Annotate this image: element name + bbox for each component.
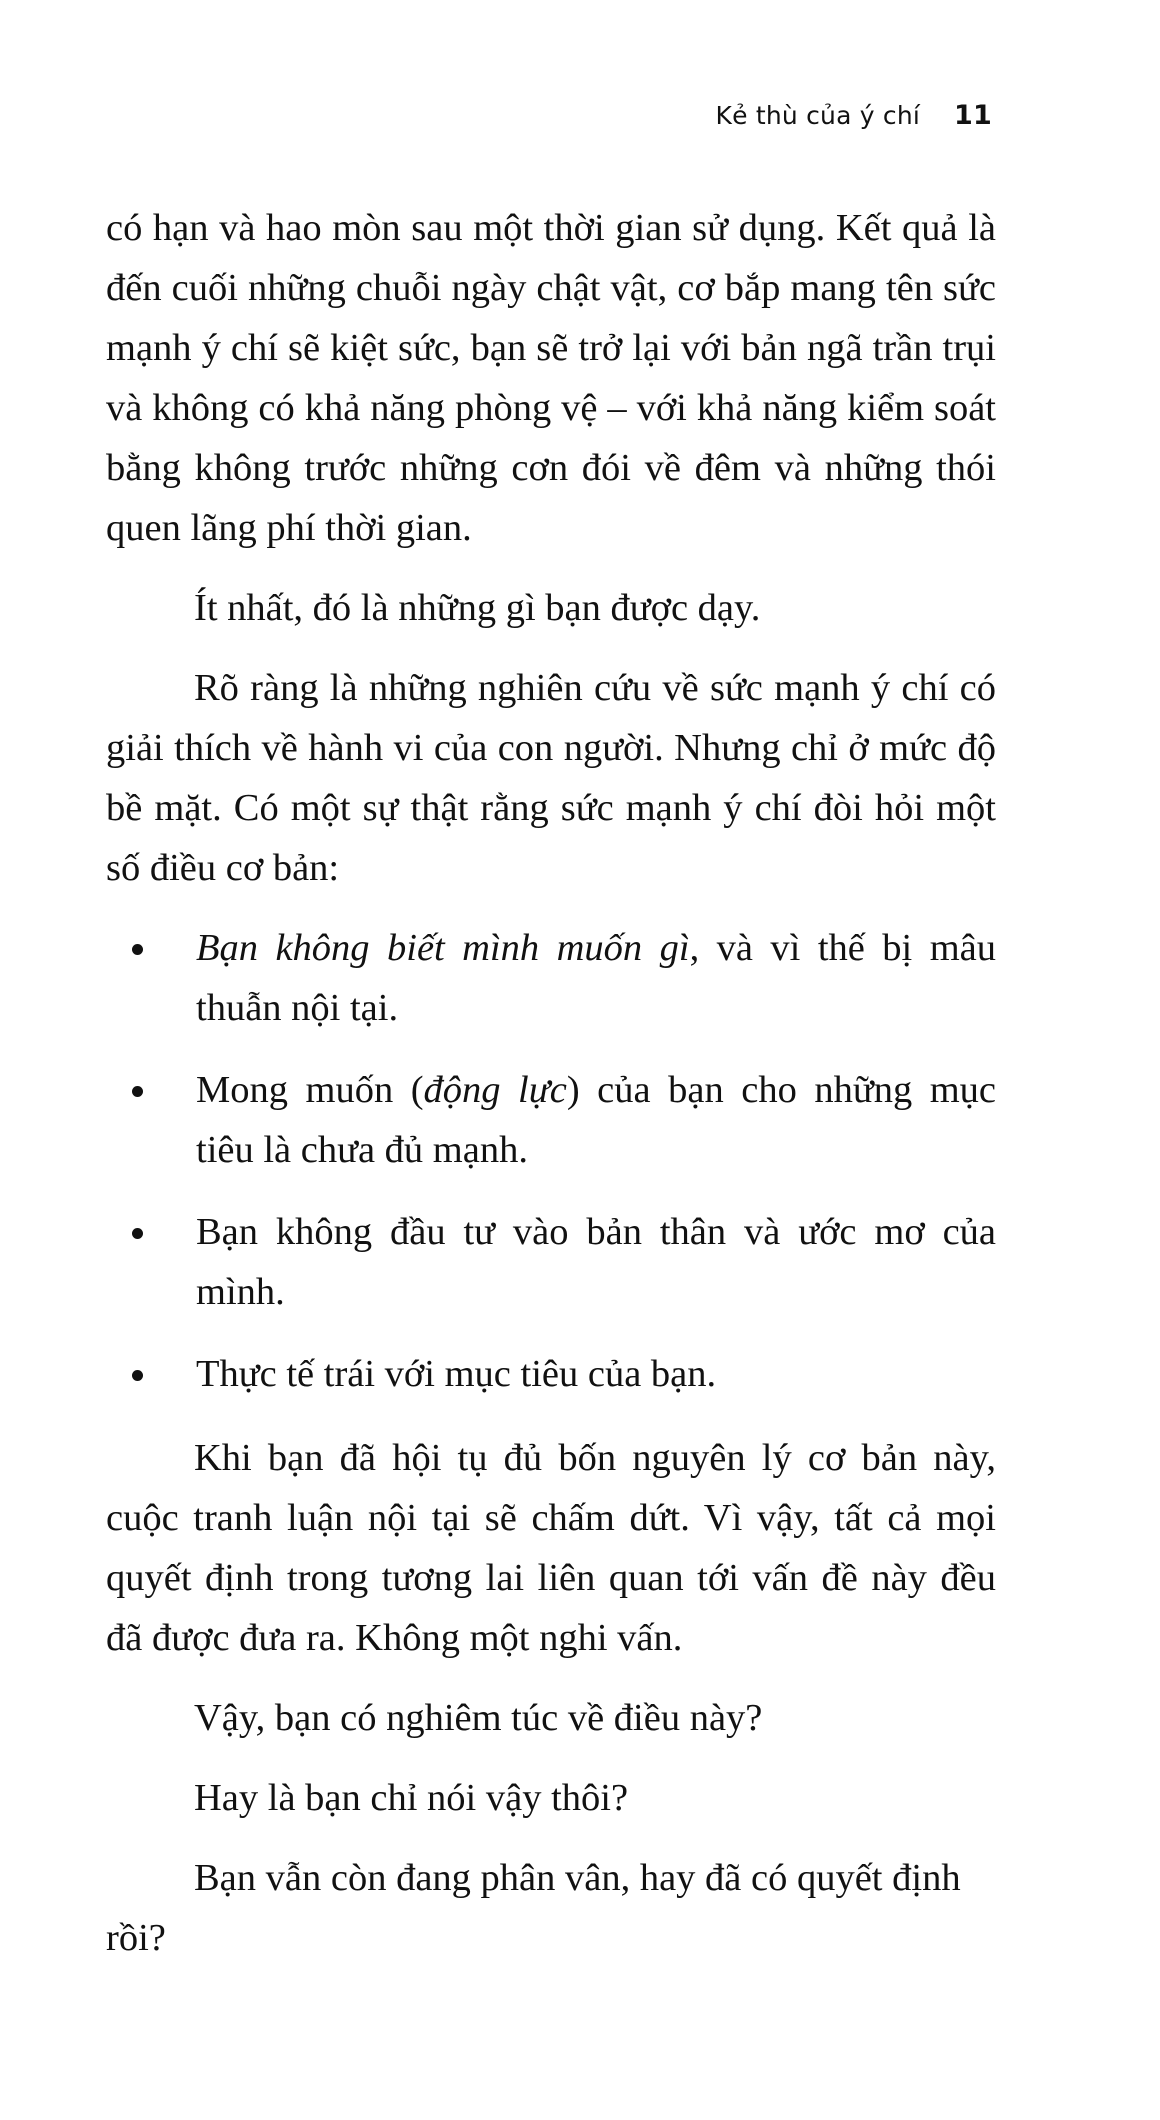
list-item bbox=[106, 1060, 996, 1180]
list-item-emphasis: Bạn không biết mình muốn gì bbox=[196, 927, 690, 969]
bullet-icon bbox=[132, 1228, 143, 1239]
list-item bbox=[106, 918, 996, 1038]
list-item-text: ) của bạn cho những mục tiêu là chưa đủ mạnh. bbox=[196, 1069, 996, 1171]
paragraph-conclusion: Khi bạn đã hội tụ đủ bốn nguyên lý cơ bản này, cuộc tranh luận nội tại sẽ chấm dứt. Vì vậy, tất cả mọi quyết định trong tương lai liên quan tới vấn đề này đều đã được đưa ra. Không một nghi vấn. bbox=[106, 1437, 996, 1659]
bullet-icon bbox=[132, 944, 143, 955]
question-just-talk: Hay là bạn chỉ nói vậy thôi? bbox=[194, 1777, 629, 1819]
list-item-text: Mong muốn ( bbox=[196, 1069, 424, 1111]
list-item-text: Bạn không đầu tư vào bản thân và ước mơ của mình. bbox=[196, 1211, 996, 1313]
list-item bbox=[106, 1202, 996, 1322]
question-serious: Vậy, bạn có nghiêm túc về điều này? bbox=[194, 1697, 763, 1739]
list-item-text: , và vì thế bị mâu thuẫn nội tại. bbox=[196, 927, 996, 1029]
bullet-icon bbox=[132, 1370, 143, 1381]
paragraph-research: Rõ ràng là những nghiên cứu về sức mạnh ý chí có giải thích về hành vi của con người. Nhưng chỉ ở mức độ bề mặt. Có một sự thật rằng sức mạnh ý chí đòi hỏi một số điều cơ bản: bbox=[106, 667, 996, 889]
paragraph-taught: Ít nhất, đó là những gì bạn được dạy. bbox=[194, 587, 761, 629]
page-number: 11 bbox=[954, 100, 992, 131]
body-text bbox=[106, 198, 996, 1968]
list-item bbox=[106, 1344, 996, 1404]
chapter-title: Kẻ thù của ý chí bbox=[715, 101, 921, 130]
bullet-icon bbox=[132, 1086, 143, 1097]
paragraph-continued: có hạn và hao mòn sau một thời gian sử dụng. Kết quả là đến cuối những chuỗi ngày chật vật, cơ bắp mang tên sức mạnh ý chí sẽ kiệt sức, bạn sẽ trở lại với bản ngã trần trụi và không có khả năng phòng vệ – với khả năng kiểm soát bằng không trước những cơn đói về đêm và những thói quen lãng phí thời gian. bbox=[106, 207, 996, 549]
requirements-list bbox=[106, 918, 996, 1404]
list-item-text: Thực tế trái với mục tiêu của bạn. bbox=[196, 1353, 717, 1395]
question-decided: Bạn vẫn còn đang phân vân, hay đã có quyết định rồi? bbox=[106, 1857, 961, 1959]
list-item-emphasis: động lực bbox=[423, 1069, 567, 1111]
running-head bbox=[716, 100, 992, 131]
